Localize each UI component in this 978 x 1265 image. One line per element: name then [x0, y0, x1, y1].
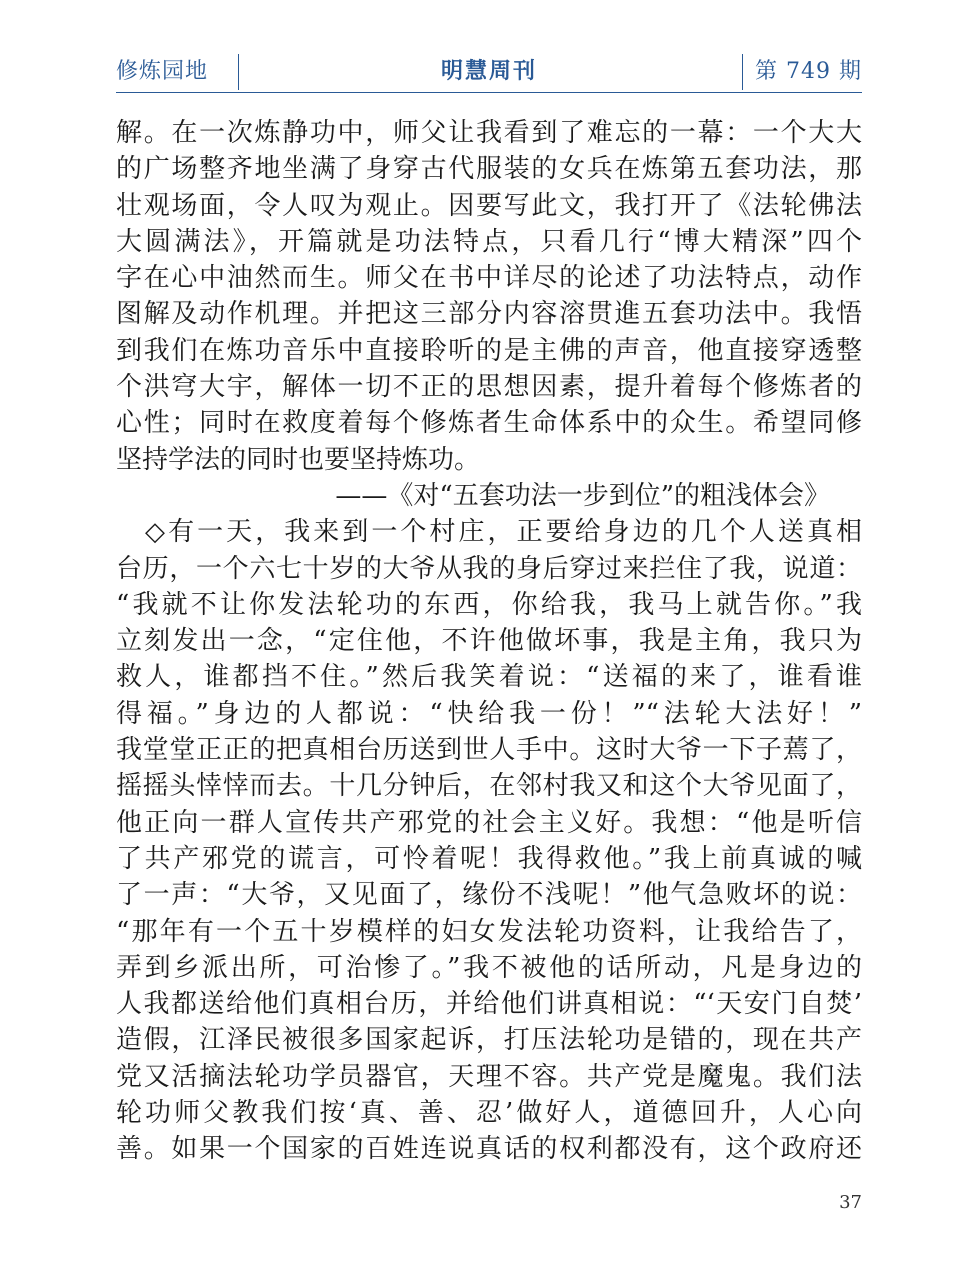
section-title: 修炼园地 [116, 59, 209, 84]
text-line: 造假，江泽民被很多国家起诉，打压法轮功是错的，现在共产 [116, 1025, 862, 1056]
text-line: 个洪穹大宇，解体一切不正的思想因素，提升着每个修炼者的 [116, 372, 862, 403]
text-line: 壮观场面，令人叹为观止。因要写此文，我打开了《法轮佛法 [116, 190, 862, 221]
text-line: 的广场整齐地坐满了身穿古代服装的女兵在炼第五套功法，那 [116, 154, 862, 185]
text-line: 图解及动作机理。并把这三部分内容溶贯進五套功法中。我悟 [116, 299, 862, 330]
text-line: “我就不让你发法轮功的东西，你给我，我马上就告你。”我 [116, 589, 862, 620]
text-line: 字在心中油然而生。师父在书中详尽的论述了功法特点，动作 [116, 263, 862, 294]
text-line: 了共产邪党的谎言，可怜着呢！我得救他。”我上前真诚的喊 [116, 843, 862, 874]
text-line: 立刻发出一念，“定住他，不许他做坏事，我是主角，我只为 [116, 626, 862, 657]
issue-number: 第 749 期 [755, 59, 862, 84]
text-line: 坚持学法的同时也要坚持炼功。 [116, 444, 481, 475]
text-line: 心性；同时在救度着每个修炼者生命体系中的众生。希望同修 [116, 408, 862, 439]
attribution-line: ——《对“五套功法一步到位”的粗浅体会》 [335, 480, 830, 511]
text-line: 得福。”身边的人都说：“快给我一份！”“法轮大法好！” [116, 698, 862, 729]
text-line: 人我都送给他们真相台历，并给他们讲真相说：“‘天安门自焚’ [116, 989, 862, 1020]
header-rule [116, 92, 862, 93]
magazine-title: 明慧周刊 [440, 58, 537, 84]
text-line: 台历，一个六七十岁的大爷从我的身后穿过来拦住了我，说道： [116, 553, 862, 584]
text-line: 轮功师父教我们按‘真、善、忍’做好人，道德回升，人心向 [116, 1098, 862, 1129]
article-body [116, 115, 862, 1168]
text-line: ◇有一天，我来到一个村庄，正要给身边的几个人送真相 [116, 517, 862, 548]
text-line: 大圆满法》，开篇就是功法特点，只看几行“博大精深”四个 [116, 226, 862, 257]
text-line: 善。如果一个国家的百姓连说真话的权利都没有，这个政府还 [116, 1134, 862, 1165]
text-line: 摇摇头悻悻而去。十几分钟后，在邻村我又和这个大爷见面了， [116, 771, 862, 802]
header-divider-right [742, 54, 743, 90]
page-header [116, 52, 862, 92]
text-line: “那年有一个五十岁模样的妇女发法轮功资料，让我给告了， [116, 916, 862, 947]
text-line: 他正向一群人宣传共产邪党的社会主义好。我想：“他是听信 [116, 807, 862, 838]
text-line: 解。在一次炼静功中，师父让我看到了难忘的一幕：一个大大 [116, 118, 862, 148]
page-number: 37 [839, 1192, 862, 1213]
text-line: 到我们在炼功音乐中直接聆听的是主佛的声音，他直接穿透整 [116, 335, 862, 366]
text-line: 救人，谁都挡不住。”然后我笑着说：“送福的来了，谁看谁 [116, 662, 862, 693]
text-line: 党又活摘法轮功学员器官，天理不容。共产党是魔鬼。我们法 [116, 1061, 862, 1092]
text-line: 我堂堂正正的把真相台历送到世人手中。这时大爷一下子蔫了， [116, 735, 862, 766]
text-line: 弄到乡派出所，可治惨了。”我不被他的话所动，凡是身边的 [116, 952, 862, 983]
text-line: 了一声：“大爷，又见面了，缘份不浅呢！”他气急败坏的说： [116, 880, 862, 911]
